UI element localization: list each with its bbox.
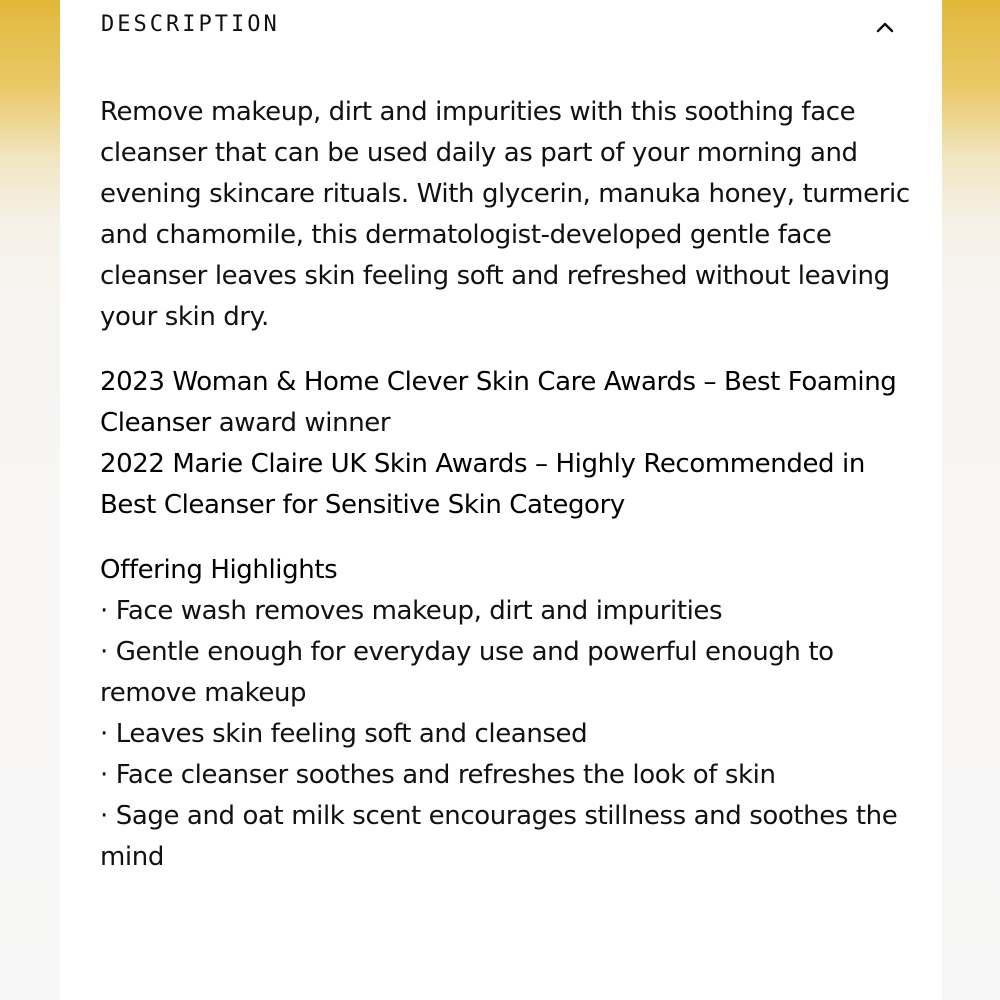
- description-content: [100, 92, 910, 878]
- collapse-button[interactable]: [871, 14, 899, 42]
- section-title: DESCRIPTION: [101, 12, 280, 37]
- description-accordion-header[interactable]: [101, 10, 901, 46]
- highlights-heading: Offering Highlights: [100, 555, 338, 585]
- award-1-suffix: award winner: [210, 408, 391, 438]
- chevron-up-icon: [871, 14, 899, 42]
- description-text: Remove makeup, dirt and impurities with this soothing face cleanser that can be used daily as part of your morning and evening skincare rituals. With glycerin, manuka honey, turmeric and chamomile, this dermatologist-developed gentle face cleanser leaves skin feeling soft and refreshed without leaving your skin dry.: [100, 97, 910, 332]
- highlight-item: · Sage and oat milk scent encourages stillness and soothes the mind: [100, 801, 898, 872]
- award-2: [100, 444, 910, 526]
- award-1-title: 2023 Woman & Home Clever Skin Care Awards – Best Foaming Cleanser: [100, 367, 897, 438]
- highlight-item: · Face cleanser soothes and refreshes the look of skin: [100, 760, 776, 790]
- highlight-item: · Gentle enough for everyday use and powerful enough to remove makeup: [100, 637, 834, 708]
- product-details-panel: [60, 0, 942, 1000]
- highlight-item: · Face wash removes makeup, dirt and impurities: [100, 596, 723, 626]
- highlight-item: · Leaves skin feeling soft and cleansed: [100, 719, 588, 749]
- award-1: [100, 362, 910, 444]
- award-2-title: 2022 Marie Claire UK Skin Awards – Highly Recommended in Best Cleanser for Sensitive Skin Category: [100, 449, 865, 520]
